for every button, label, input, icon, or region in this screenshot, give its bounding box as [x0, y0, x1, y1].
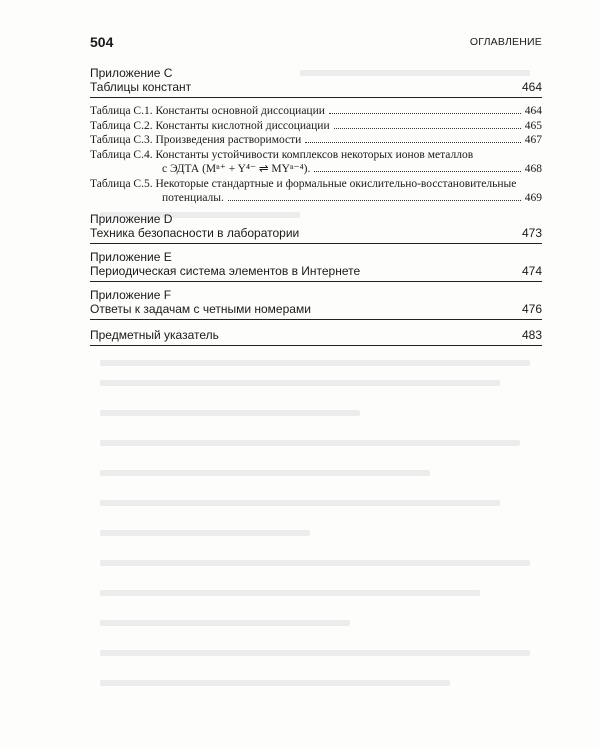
subject-index-page: 483	[521, 327, 542, 342]
entry-label: Таблица C.1. Константы основной диссоциации	[90, 105, 325, 117]
entry-page: 468	[524, 163, 542, 175]
dot-leader	[334, 128, 521, 129]
appendix-c-entry[interactable]	[90, 80, 542, 98]
subject-index-title: Предметный указатель	[90, 327, 219, 342]
entry-label-continued: потенциалы.	[162, 192, 224, 204]
entry-label: Таблица C.3. Произведения растворимости	[90, 134, 302, 146]
appendix-f	[90, 288, 542, 320]
bleed-through-line	[100, 680, 450, 686]
toc-entry-table-c5[interactable]	[90, 177, 542, 206]
appendix-e-title: Периодическая система элементов в Интернете	[90, 263, 361, 278]
toc-entry-table-c1[interactable]	[90, 104, 542, 119]
bleed-through-line	[100, 560, 530, 566]
toc-entry-table-c4[interactable]	[90, 148, 542, 177]
dot-leader	[329, 113, 521, 114]
bleed-through-line	[100, 360, 530, 366]
appendix-e-page: 474	[521, 263, 542, 278]
entry-label: Таблица C.2. Константы кислотной диссоциации	[90, 119, 330, 132]
bleed-through-line	[100, 500, 500, 506]
bleed-through-line	[100, 440, 520, 446]
running-header: ОГЛАВЛЕНИЕ	[469, 36, 542, 48]
appendix-c-tables	[90, 104, 542, 206]
dot-leader	[228, 200, 521, 201]
appendix-c-label: Приложение C	[90, 66, 173, 80]
bleed-through-line	[100, 590, 480, 596]
subject-index-entry[interactable]	[90, 328, 542, 346]
appendix-f-label: Приложение F	[90, 287, 172, 302]
appendix-f-entry[interactable]	[90, 302, 542, 320]
appendix-f-title: Ответы к задачам с четными номерами	[90, 301, 311, 316]
bleed-through-line	[100, 410, 360, 416]
entry-label: Таблица C.4. Константы устойчивости комплексов некоторых ионов металлов	[90, 148, 474, 161]
entry-label-continued: с ЭДТА (Mⁿ⁺ + Y⁴⁻ ⇌ MYⁿ⁻⁴).	[162, 163, 311, 175]
appendix-e-label: Приложение E	[90, 249, 172, 264]
appendix-d	[90, 212, 542, 244]
appendix-d-label: Приложение D	[90, 211, 173, 226]
appendix-d-title: Техника безопасности в лаборатории	[90, 225, 300, 240]
toc-entry-table-c2[interactable]	[90, 119, 542, 134]
appendix-c-title: Таблицы констант	[90, 80, 192, 94]
appendix-d-page: 473	[521, 225, 542, 240]
page-number: 504	[90, 34, 114, 50]
appendix-e-entry[interactable]	[90, 264, 542, 282]
entry-page: 465	[524, 119, 542, 132]
appendix-c-page: 464	[521, 80, 542, 94]
bleed-through-line	[100, 530, 310, 536]
subject-index	[90, 328, 542, 346]
bleed-through-line	[100, 650, 530, 656]
bleed-through-line	[100, 470, 430, 476]
bleed-through-line	[100, 620, 350, 626]
entry-page: 464	[524, 105, 542, 117]
bleed-through-line	[100, 380, 500, 386]
appendix-c	[90, 66, 542, 206]
entry-page: 467	[524, 134, 542, 146]
appendix-f-page: 476	[521, 301, 542, 316]
appendix-e	[90, 250, 542, 282]
dot-leader	[305, 142, 520, 143]
toc-entry-table-c3[interactable]	[90, 133, 542, 148]
entry-label: Таблица C.5. Некоторые стандартные и формальные окислительно-восстановительные	[90, 177, 517, 190]
table-of-contents	[90, 66, 542, 346]
appendix-d-entry[interactable]	[90, 226, 542, 244]
entry-page: 469	[524, 192, 542, 204]
dot-leader	[314, 171, 520, 172]
